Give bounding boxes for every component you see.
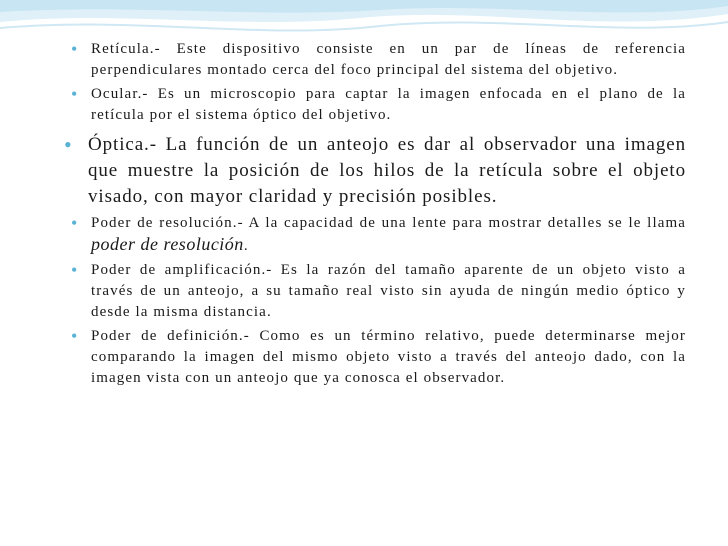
- bullet-text-end: .: [243, 238, 249, 254]
- bullet-text: Ocular.- Es un microscopio para captar la imagen enfocada en el plano de la retícula por el sistema óptico del objetivo.: [91, 86, 686, 123]
- bullet-text: Poder de resolución.- A la capacidad de una lente para mostrar detalles se le llama: [91, 215, 686, 231]
- bullet-icon: •: [71, 260, 79, 280]
- bullet-text: Poder de definición.- Como es un término relativo, puede determinarse mejor comparando la imagen del mismo objeto visto a través del anteojo dado, con la imagen vista con un anteojo que ya conosca el observador.: [91, 328, 686, 386]
- bullet-ocular: [40, 84, 686, 126]
- bullet-optica: [64, 132, 686, 210]
- bullet-reticula: [40, 39, 686, 81]
- sub-bullet-list-2: [40, 213, 686, 389]
- sub-bullet-list-1: [40, 39, 686, 126]
- bullet-text: Retícula.- Este dispositivo consiste en un par de líneas de referencia perpendiculares montado cerca del foco principal del sistema del objetivo.: [91, 41, 686, 78]
- main-bullet-list: [64, 132, 686, 210]
- bullet-poder-resolucion: [40, 213, 686, 257]
- bullet-text: Óptica.- La función de un anteojo es dar al observador una imagen que muestre la posición de los hilos de la retícula sobre el objeto visado, con mayor claridad y precisión posibles.: [88, 134, 686, 207]
- bullet-icon: •: [71, 213, 79, 233]
- bullet-icon: •: [64, 132, 73, 157]
- bullet-icon: •: [71, 326, 79, 346]
- bullet-poder-amplificacion: [40, 260, 686, 323]
- bullet-text: Poder de amplificación.- Es la razón del tamaño aparente de un objeto visto a través de un anteojo, a su tamaño real visto sin ayuda de ningún medio óptico y desde la misma distancia.: [91, 262, 686, 320]
- italic-term: poder de resolución: [91, 234, 244, 254]
- bullet-poder-definicion: [40, 326, 686, 389]
- bullet-icon: •: [71, 84, 79, 104]
- bullet-icon: •: [71, 39, 79, 59]
- slide-body: [64, 36, 686, 389]
